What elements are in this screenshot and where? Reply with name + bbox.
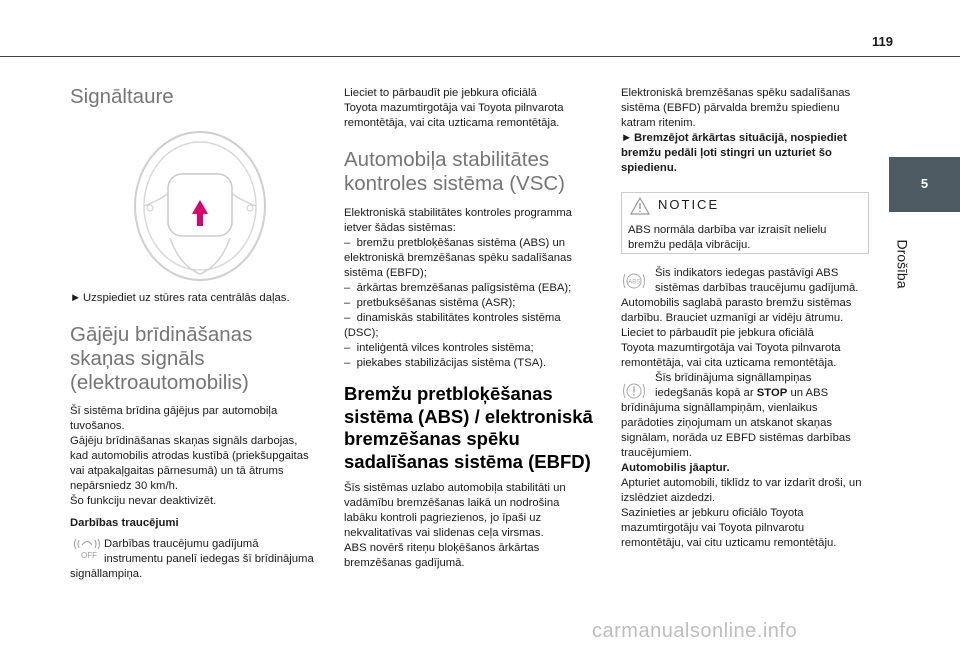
column-3-abs	[621, 266, 881, 551]
chapter-tab[interactable]	[889, 157, 960, 212]
heading-abs: Bremžu pretbloķēšanas sistēma (ABS) / elektroniskā bremzēšanas spēku sadalīšanas sistēma (EBFD)	[344, 383, 593, 472]
abs-p2: ABS novērš riteņu bloķēšanos ārkārtas bremzēšanas gadījumā.	[344, 542, 540, 569]
pedestrian-p3: Šo funkciju nevar deaktivizēt.	[70, 495, 217, 507]
notice-box	[621, 192, 869, 254]
column-1-pedestrian	[70, 323, 330, 582]
list-item: – ārkārtas bremzēšanas palīgsistēma (EBA);	[344, 282, 572, 294]
list-item: – bremžu pretbloķēšanas sistēma (ABS) un elektroniskā bremzēšanas spēku sadalīšanas sistēma (EBFD);	[344, 237, 572, 279]
list-item: – piekabes stabilizācijas sistēma (TSA).	[344, 357, 547, 369]
ebfd-text: Elektroniskā bremzēšanas spēku sadalīšanas sistēma (EBFD) pārvalda bremžu spiedienu katram ritenim.	[621, 87, 851, 129]
intro-text: Lieciet to pārbaudīt pie jebkura oficiālā Toyota mazumtirgotāja vai Toyota pilnvarota remontētāja, vai cita uzticama remontētāja.	[344, 87, 564, 129]
svg-text:OFF: OFF	[81, 551, 97, 560]
steering-wheel-illustration	[130, 126, 270, 286]
heading-horn: Signāltaure	[70, 85, 174, 108]
stop-text: Apturiet automobili, tiklīdz to var izdarīt droši, un izslēdziet aizdedzi. Sazinieties ar jebkuru oficiālo Toyota mazumtirgotāju vai Toyota pilnvarotu remontētāju, vai citu uzticamu remontētāju.	[621, 477, 862, 549]
chapter-number: 5	[920, 176, 929, 191]
column-1	[70, 85, 330, 109]
column-3	[621, 86, 881, 176]
pedestrian-warning-off-icon	[72, 536, 102, 560]
brake-warning-text: Šīs brīdinājuma signāllampiņas iedegšanās kopā ar STOP un ABS brīdinājuma signāllampiņām, vienlaikus parādoties ziņojumam un atskanot skaņas signālam, norāda uz EBFD sistēmas darbības traucējumiem.	[621, 372, 851, 459]
bullet-arrow-icon: ►	[70, 292, 82, 304]
vsc-list	[344, 236, 604, 371]
stop-heading: Automobilis jāaptur.	[621, 462, 730, 474]
chapter-label-wrap	[893, 212, 957, 322]
column-2	[344, 86, 604, 571]
watermark: carmanualsonline.info	[592, 620, 798, 642]
malfunction-text: Darbības traucējumu gadījumā instrumentu panelī iedegas šī brīdinājuma signāllampiņa.	[70, 538, 314, 580]
horn-instruction: ► Uzspiediet uz stūres rata centrālās daļas.	[70, 292, 290, 304]
malfunctions-heading: Darbības traucējumi	[70, 517, 179, 529]
notice-text: ABS normāla darbība var izraisīt nelielu bremžu pedāļa vibrāciju.	[628, 224, 827, 251]
pedestrian-p2: Gājēju brīdināšanas skaņas signāls darbojas, kad automobilis atrodas kustībā (priekšupgaitas vai atpakaļgaitas pārnesumā) un tā ātrums nepārsniedz 30 km/h.	[70, 435, 309, 492]
vsc-text: Elektroniskā stabilitātes kontroles programma ietver šādas sistēmas:	[344, 207, 572, 234]
heading-vsc: Automobiļa stabilitātes kontroles sistēma (VSC)	[344, 148, 566, 195]
brake-system-warning-icon	[622, 380, 646, 402]
page-number: 119	[872, 34, 893, 49]
svg-text:ABS: ABS	[628, 279, 641, 286]
chapter-label: Drošība	[894, 239, 911, 289]
abs-p1: Šīs sistēmas uzlabo automobiļa stabilitāti un vadāmību bremzēšanas laikā un nodrošina labāku kontroli pagriezienos, jo īpaši uz nekvalitatīvas vai slidenas ceļa virsmas.	[344, 482, 566, 539]
heading-pedestrian: Gājēju brīdināšanas skaņas signāls (elektroautomobilis)	[70, 323, 253, 394]
pedestrian-p1: Šī sistēma brīdina gājējus par automobiļa tuvošanos.	[70, 405, 278, 432]
warning-triangle-icon	[630, 197, 650, 215]
bullet-arrow-icon: ►	[621, 132, 633, 144]
list-item: – inteliģentā vilces kontroles sistēma;	[344, 342, 534, 354]
list-item: – dinamiskās stabilitātes kontroles sistēma (DSC);	[344, 312, 561, 339]
notice-title: NOTICE	[658, 197, 720, 212]
emergency-braking-instruction: ► Bremzējot ārkārtas situācijā, nospiediet bremžu pedāli ļoti stingri un uzturiet šo spiedienu.	[621, 132, 847, 174]
list-item: – pretbuksēšanas sistēma (ASR);	[344, 297, 516, 309]
abs-lamp-text: Šis indikators iedegas pastāvīgi ABS sistēmas darbības traucējumu gadījumā. Automobilis saglabā parasto bremžu sistēmas darbību. Brauciet uzmanīgi ar vidēju ātrumu. Lieciet to pārbaudīt pie jebkura oficiālā Toyota mazumtirgotāja vai Toyota pilnvarota remontētāja, vai cita uzticama remontētāja.	[621, 267, 859, 369]
top-rule	[0, 56, 960, 57]
